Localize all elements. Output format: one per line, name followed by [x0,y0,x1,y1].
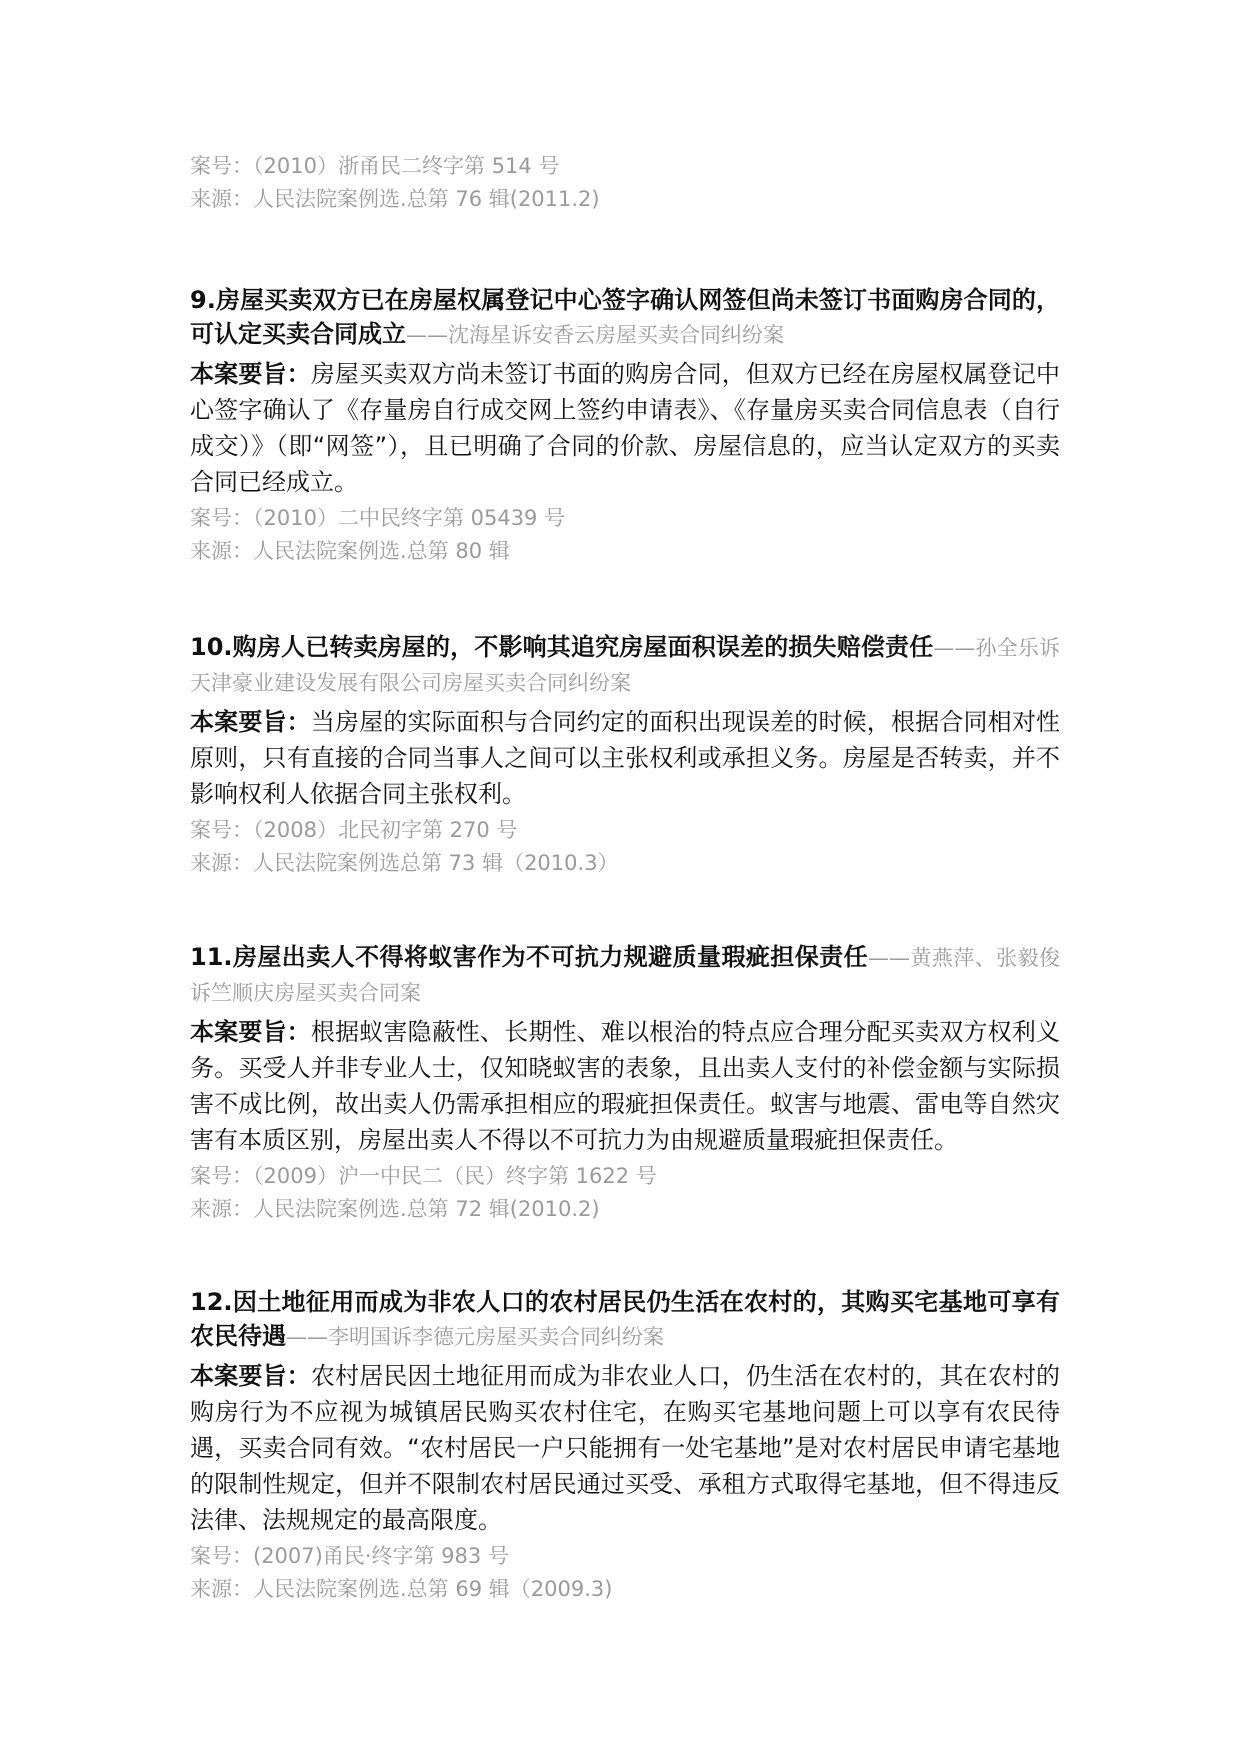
case-summary [190,356,1060,500]
case-index: 12. [190,1288,233,1316]
case-headline: 房屋买卖双方已在房屋权属登记中心签字确认网签但尚未签订书面购房合同的，可认定买卖合同成立 [190,286,1060,348]
summary-text: 当房屋的实际面积与合同约定的面积出现误差的时候，根据合同相对性原则，只有直接的合同当事人之间可以主张权利或承担义务。房屋是否转卖，并不影响权利人依据合同主张权利。 [190,708,1060,808]
case-title [190,940,1060,1010]
case-entry-11 [190,940,1060,1226]
case-index: 11. [190,943,233,971]
case-source: 来源：人民法院案例选.总第 80 辑 [190,539,510,563]
case-headline: 购房人已转卖房屋的，不影响其追究房屋面积误差的损失赔偿责任 [232,633,934,661]
case-summary [190,1014,1060,1158]
summary-label: 本案要旨： [190,1018,311,1046]
case-entry-12 [190,1285,1060,1606]
case-number: 案号：（2010）浙甬民二终字第 514 号 [190,154,560,178]
summary-text: 房屋买卖双方尚未签订书面的购房合同，但双方已经在房屋权属登记中心签字确认了《存量房自行成交网上签约申请表》、《存量房买卖合同信息表（自行成交）》（即“网签”），且已明确了合同的价款、房屋信息的，应当认定双方的买卖合同已经成立。 [190,360,1060,496]
case-title [190,1285,1060,1354]
case-number: 案号：(2007)甬民·终字第 983 号 [190,1544,509,1568]
case-parties: ——沈海星诉安香云房屋买卖合同纠纷案 [406,323,784,347]
summary-label: 本案要旨： [190,360,311,388]
summary-text: 根据蚁害隐蔽性、长期性、难以根治的特点应合理分配买卖双方权利义务。买受人并非专业人士，仅知晓蚁害的表象，且出卖人支付的补偿金额与实际损害不成比例，故出卖人仍需承担相应的瑕疵担保责任。蚁害与地震、雷电等自然灾害有本质区别，房屋出卖人不得以不可抗力为由规避质量瑕疵担保责任。 [190,1018,1060,1154]
case-number: 案号：（2009）沪一中民二（民）终字第 1622 号 [190,1164,657,1188]
case-number: 案号：（2008）北民初字第 270 号 [190,818,518,842]
case-summary [190,704,1060,812]
summary-label: 本案要旨： [190,1362,311,1390]
case-source: 来源：人民法院案例选.总第 76 辑(2011.2) [190,187,600,211]
summary-label: 本案要旨： [190,708,311,736]
case-parties: ——李明国诉李德元房屋买卖合同纠纷案 [286,1325,664,1349]
case-entry-10 [190,630,1060,880]
case-parties: ——孙全乐诉天津豪业建设发展有限公司房屋买卖合同纠纷案 [190,636,1061,695]
previous-case-meta [190,150,1060,216]
case-headline: 房屋出卖人不得将蚁害作为不可抗力规避质量瑕疵担保责任 [232,943,869,971]
case-title [190,630,1060,700]
case-title [190,283,1060,352]
case-source: 来源：人民法院案例选.总第 72 辑(2010.2) [190,1197,600,1221]
case-headline: 因土地征用而成为非农人口的农村居民仍生活在农村的，其购买宅基地可享有农民待遇 [190,1288,1060,1350]
case-index: 9. [190,286,216,314]
case-source: 来源：人民法院案例选总第 73 辑（2010.3） [190,851,619,875]
case-source: 来源：人民法院案例选.总第 69 辑（2009.3) [190,1577,613,1601]
case-entry-9 [190,283,1060,568]
summary-text: 农村居民因土地征用而成为非农业人口，仍生活在农村的，其在农村的购房行为不应视为城镇居民购买农村住宅，在购买宅基地问题上可以享有农民待遇，买卖合同有效。“农村居民一户只能拥有一处宅基地”是对农村居民申请宅基地的限制性规定，但并不限制农村居民通过买受、承租方式取得宅基地，但不得违反法律、法规规定的最高限度。 [190,1362,1060,1534]
case-index: 10. [190,633,233,661]
case-parties: ——黄燕萍、张毅俊诉竺顺庆房屋买卖合同案 [190,946,1061,1005]
case-summary [190,1358,1060,1538]
case-number: 案号：（2010）二中民终字第 05439 号 [190,506,566,530]
